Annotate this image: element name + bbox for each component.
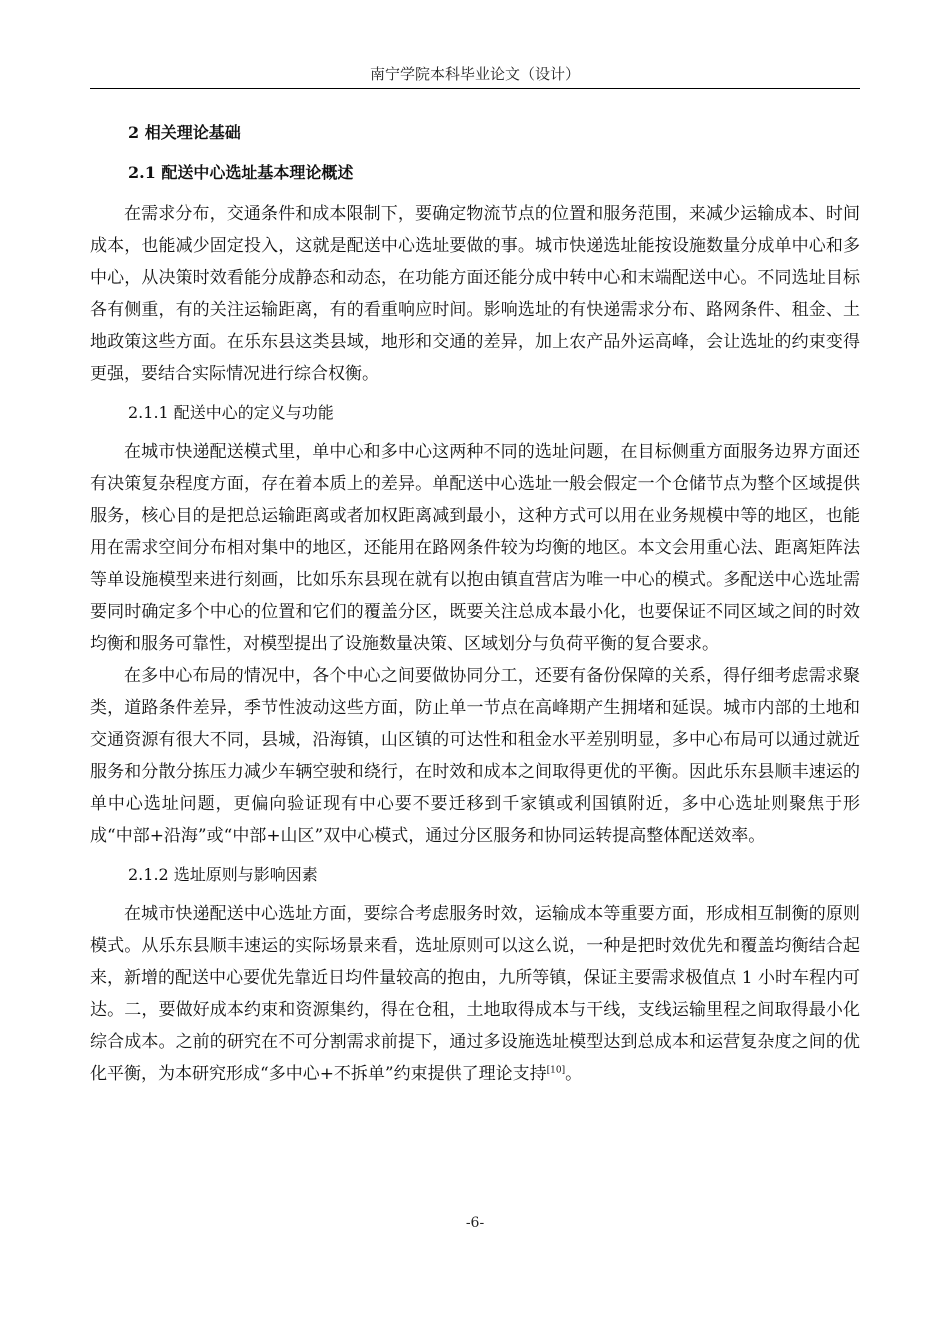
- header-divider: [90, 88, 860, 89]
- paragraph-4-end: 。: [565, 1064, 583, 1084]
- chapter-heading: 2 相关理论基础: [128, 123, 241, 142]
- subsection-heading-2-1-2: 2.1.2 选址原则与影响因素: [128, 865, 318, 884]
- paragraph-3: 在多中心布局的情况中，各个中心之间要做协同分工，还要有备份保障的关系，得仔细考虑需求聚类，道路条件差异，季节性波动这些方面，防止单一节点在高峰期产生拥堵和延误。城市内部的土地和交通资源有很大不同，县城，沿海镇，山区镇的可达性和租金水平差别明显，多中心布局可以通过就近服务和分散分拣压力减少车辆空驶和绕行，在时效和成本之间取得更优的平衡。因此乐东县顺丰速运的单中心选址问题，更偏向验证现有中心要不要迁移到千家镇或利国镇附近，多中心选址则聚焦于形成“中部+沿海”或“中部+山区”双中心模式，通过分区服务和协同运转提高整体配送效率。: [90, 666, 860, 846]
- paragraph-4: [90, 898, 860, 1090]
- subsection-heading-2-1-1: 2.1.1 配送中心的定义与功能: [128, 403, 334, 422]
- section-heading-2-1: 2.1 配送中心选址基本理论概述: [128, 163, 354, 182]
- paragraph-4-text: 在城市快递配送中心选址方面，要综合考虑服务时效，运输成本等重要方面，形成相互制衡的原则模式。从乐东县顺丰速运的实际场景来看，选址原则可以这么说，一种是把时效优先和覆盖均衡结合起来，新增的配送中心要优先靠近日均件量较高的抱由，九所等镇，保证主要需求极值点 1 小时车程内可达。二，要做好成本约束和资源集约，得在仓租，土地取得成本与干线，支线运输里程之间取得最小化综合成本。之前的研究在不可分割需求前提下，通过多设施选址模型达到总成本和运营复杂度之间的优化平衡，为本研究形成“多中心+不拆单”约束提供了理论支持: [90, 904, 860, 1084]
- page-header-title: 南宁学院本科毕业论文（设计）: [369, 65, 580, 83]
- page-body: [90, 120, 860, 1090]
- paragraph-1: 在需求分布，交通条件和成本限制下，要确定物流节点的位置和服务范围，来减少运输成本、时间成本，也能减少固定投入，这就是配送中心选址要做的事。城市快递选址能按设施数量分成单中心和多中心，从决策时效看能分成静态和动态，在功能方面还能分成中转中心和末端配送中心。不同选址目标各有侧重，有的关注运输距离，有的看重响应时间。影响选址的有快递需求分布、路网条件、租金、土地政策这些方面。在乐东县这类县域，地形和交通的差异，加上农产品外运高峰，会让选址的约束变得更强，要结合实际情况进行综合权衡。: [90, 204, 860, 384]
- paragraph-2: 在城市快递配送模式里，单中心和多中心这两种不同的选址问题，在目标侧重方面服务边界方面还有决策复杂程度方面，存在着本质上的差异。单配送中心选址一般会假定一个仓储节点为整个区域提供服务，核心目的是把总运输距离或者加权距离减到最小，这种方式可以用在业务规模中等的地区，也能用在需求空间分布相对集中的地区，还能用在路网条件较为均衡的地区。本文会用重心法、距离矩阵法等单设施模型来进行刻画，比如乐东县现在就有以抱由镇直营店为唯一中心的模式。多配送中心选址需要同时确定多个中心的位置和它们的覆盖分区，既要关注总成本最小化，也要保证不同区域之间的时效均衡和服务可靠性，对模型提出了设施数量决策、区域划分与负荷平衡的复合要求。: [90, 442, 860, 654]
- citation-reference: [10]: [546, 1065, 566, 1076]
- page-number: -6-: [465, 1215, 485, 1231]
